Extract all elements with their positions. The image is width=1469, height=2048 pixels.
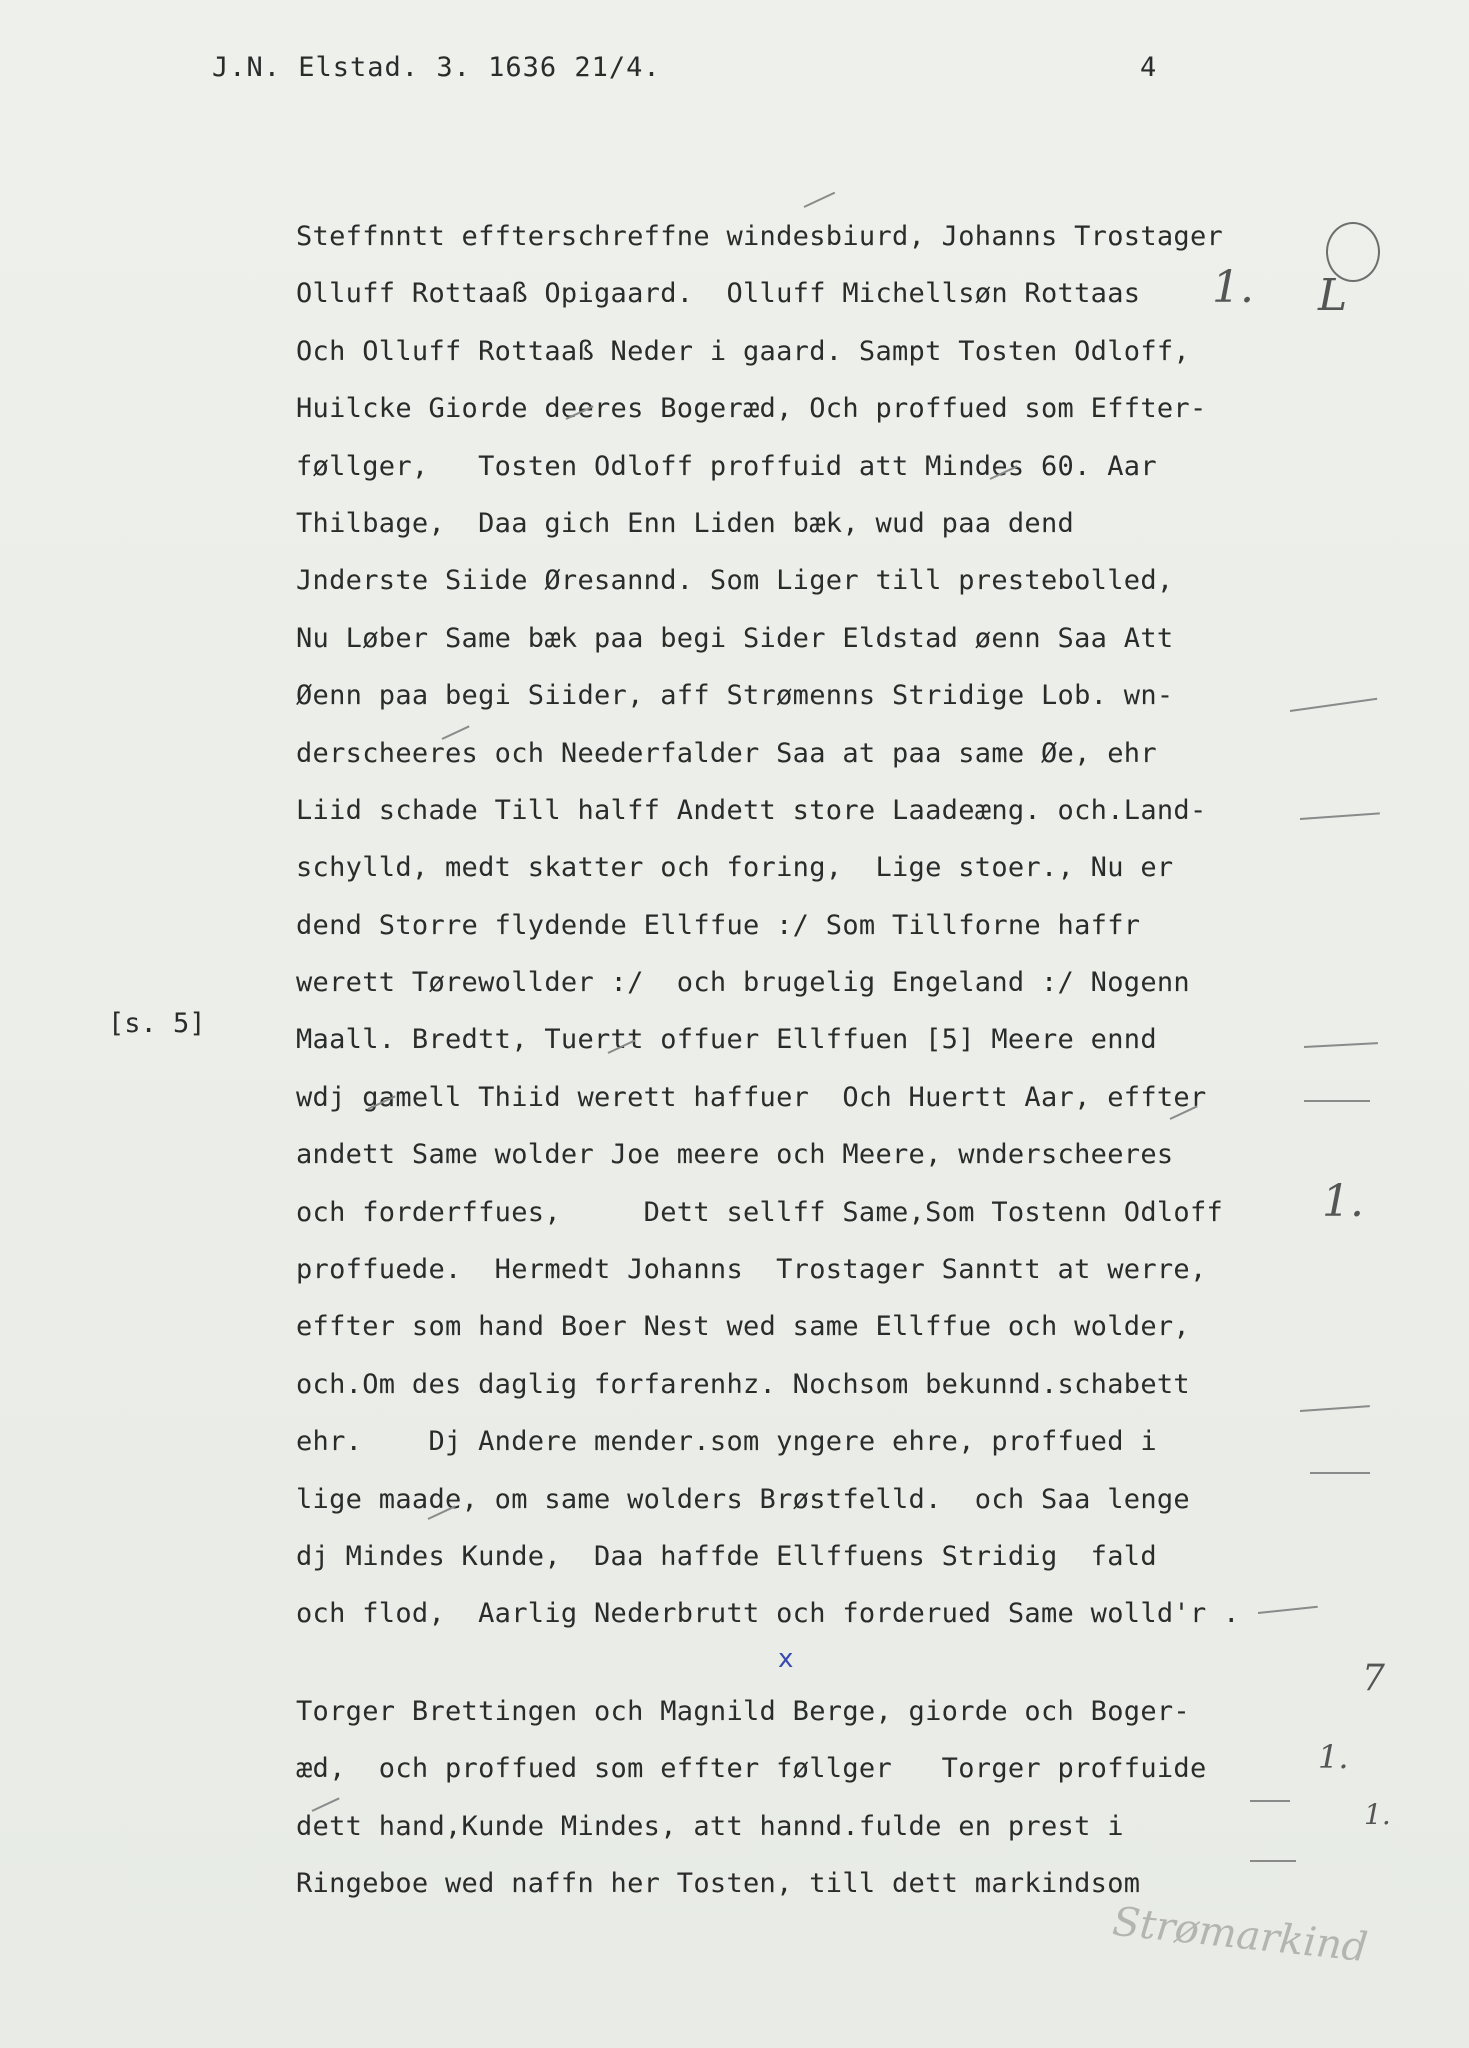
text-line: ehr. Dj Andere mender.som yngere ehre, proffued i [296,1426,1157,1458]
text-line: proffuede. Hermedt Johanns Trostager Sanntt at werre, [296,1254,1207,1286]
text-line: Øenn paa begi Siider, aff Strømenns Stridige Lob. wn- [296,680,1174,712]
text-line: Torger Brettingen och Magnild Berge, giorde och Boger- [296,1695,1190,1727]
margin-pencil-stroke [1310,1472,1370,1474]
text-line: lige maade, om same wolders Brøstfelld. och Saa lenge [296,1483,1190,1515]
transcription-body [296,208,1396,1912]
text-line: wdj gamell Thiid werett haffuer Och Huertt Aar, effter [296,1081,1207,1113]
text-line: och flod, Aarlig Nederbrutt och forderued Same wolld'r . [296,1598,1240,1630]
faint-handwritten-note: Strømarkind [1110,1898,1370,1972]
page-number: 4 [1140,52,1157,83]
text-line: och.Om des daglig forfarenhz. Nochsom bekunnd.schabett [296,1368,1190,1400]
margin-pencil-stroke [1304,1100,1370,1102]
margin-tick-mark: 1. [1364,1798,1391,1831]
text-line: schylld, medt skatter och foring, Lige stoer., Nu er [296,852,1174,884]
text-line: Thilbage, Daa gich Enn Liden bæk, wud paa dend [296,507,1075,539]
margin-tick-mark: 1. [1318,1738,1349,1776]
text-line: Liid schade Till halff Andett store Laadeæng. och.Land- [296,794,1207,826]
paragraph-gap [296,1643,1396,1683]
text-line: Steffnntt effterschreffne windesbiurd, Johanns Trostager [296,221,1224,252]
text-pencil-accent [804,192,836,208]
text-line: Nu Løber Same bæk paa begi Sider Eldstad øenn Saa Att [296,622,1174,654]
text-line: føllger, Tosten Odloff proffuid att Mindes 60. Aar [296,450,1157,482]
margin-tick-mark: L [1318,270,1348,321]
text-line: effter som hand Boer Nest wed same Ellffue och wolder, [296,1311,1190,1343]
text-line: Maall. Bredtt, Tuertt offuer Ellffuen [5] Meere ennd [296,1024,1157,1056]
text-line: Jnderste Siide Øresannd. Som Liger till prestebolled, [296,565,1174,597]
text-line: æd, och proffued som effter føllger Torger proffuide [296,1753,1207,1785]
text-line: Huilcke Giorde deeres Bogeræd, Och proffued som Effter- [296,393,1207,425]
text-line: Och Olluff Rottaaß Neder i gaard. Sampt Tosten Odloff, [296,335,1190,367]
margin-pencil-stroke [1250,1800,1290,1802]
margin-tick-mark: 1. [1212,262,1254,313]
margin-tick-mark: 1. [1322,1176,1364,1227]
margin-pencil-stroke [1250,1860,1296,1862]
text-line: andett Same wolder Joe meere och Meere, wnderscheeres [296,1139,1174,1171]
text-line: dj Mindes Kunde, Daa haffde Ellffuens Stridig fald [296,1540,1157,1572]
document-header: J.N. Elstad. 3. 1636 21/4. [212,52,661,83]
text-line: dett hand,Kunde Mindes, att hannd.fulde en prest i [296,1810,1124,1842]
text-line: Ringeboe wed naffn her Tosten, till dett markindsom [296,1867,1141,1899]
text-line: derscheeres och Neederfalder Saa at paa same Øe, ehr [296,737,1157,769]
text-line: werett Tørewollder :/ och brugelig Engeland :/ Nogenn [296,967,1190,999]
text-line: och forderffues, Dett sellff Same,Som Tostenn Odloff [296,1196,1224,1228]
text-line: dend Storre flydende Ellffue :/ Som Tillforne haffr [296,909,1141,941]
text-line: Olluff Rottaaß Opigaard. Olluff Michellsøn Rottaas [296,278,1141,310]
blue-cross-mark: x [778,1644,794,1674]
margin-page-reference: [s. 5] [108,1008,206,1039]
margin-tick-mark: 7 [1362,1658,1385,1699]
